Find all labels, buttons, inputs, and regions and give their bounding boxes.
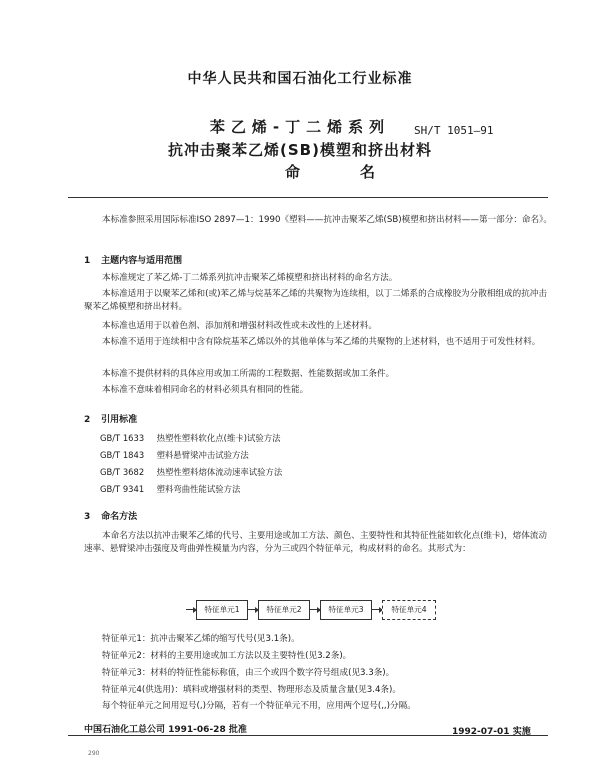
reference-code: GB/T 3682 [100,467,145,477]
intro-paragraph: 本标准参照采用国际标准ISO 2897—1：1990《塑料——抗冲击聚苯乙烯(SB)模塑和挤出材料——第一部分：命名》。 [102,215,552,225]
arrow-line [186,609,196,610]
section-1-paragraph: 本标准不提供材料的具体应用或加工所需的工程数据、性能数据或加工条件。 [102,369,395,379]
arrow-line [248,609,258,610]
section-3-heading [84,509,137,522]
section-2-heading [84,412,137,425]
unit-description: 特征单元2：材料的主要用途或加工方法以及主要特性(见3.2条)。 [102,651,352,661]
unit-box: 特征单元3 [320,600,372,620]
reference-title: 热塑性塑料熔体流动速率试验方法 [156,467,283,477]
section-number: 1 [84,256,91,266]
unit-description: 特征单元3：材料的特征性能标称值，由三个或四个数字符号组成(见3.3条)。 [102,668,395,678]
section-title: 命名方法 [101,512,138,522]
section-3-paragraph: 本命名方法以抗冲击聚苯乙烯的代号、主要用途或加工方法、颜色、主要特性和其特征性能如软化点(维卡)，熔体流动速率、悬臂梁冲击强度及弯曲弹性模量为内容，分为三或四个特征单元，构成材料的命名。其形式为： [84,531,547,554]
section-1-paragraph: 本标准规定了苯乙烯-丁二烯系列抗冲击聚苯乙烯模塑和挤出材料的命名方法。 [102,273,398,283]
naming-format-diagram [186,590,436,630]
unit-box: 特征单元2 [258,600,310,620]
implementation-date: 1992-07-01 实施 [452,727,531,737]
reference-code: GB/T 1633 [100,433,145,443]
footer-rule [68,735,548,736]
reference-code: GB/T 1843 [100,450,145,460]
approval-line: 中国石油化工总公司 1991-06-28 批准 [84,725,247,735]
unit-box: 特征单元1 [196,600,248,620]
section-number: 2 [84,415,91,425]
section-number: 3 [84,512,91,522]
section-1-paragraph: 本标准适用于以聚苯乙烯和(或)苯乙烯与烷基苯乙烯的共聚物为连续相，以丁二烯系的合成橡胶为分散相组成的抗冲击聚苯乙烯模塑和挤出材料。 [84,289,547,312]
reference-item [100,449,249,461]
arrow-line [372,609,382,610]
reference-title: 热塑性塑料软化点(维卡)试验方法 [156,433,281,443]
title-line-3: 命名 [284,163,435,181]
page-number: 290 [88,750,100,757]
reference-title: 塑料悬臂梁冲击试验方法 [156,450,249,460]
section-1-paragraph: 本标准也适用于以着色剂、添加剂和增强材料改性或未改性的上述材料。 [102,321,378,331]
title-line-2: 抗冲击聚苯乙烯(SB)模塑和挤出材料 [168,141,432,159]
section-1-paragraph: 本标准不适用于连续相中含有除烷基苯乙烯以外的其他单体与苯乙烯的共聚物的上述材料，也不适用于可发性材料。 [102,337,541,347]
title-line-1: 苯乙烯-丁二烯系列 [209,118,391,136]
unit-description: 特征单元4(供选用)：填料或增强材料的类型、物理形态及质量含量(见3.4条)。 [102,685,401,695]
section-title: 引用标准 [101,415,138,425]
standard-code: SH/T 1051—91 [414,124,494,137]
reference-item [100,466,282,478]
reference-item [100,432,280,444]
section-1-heading [84,253,182,266]
reference-code: GB/T 9341 [100,484,145,494]
section-title: 主题内容与适用范围 [101,256,183,266]
unit-description: 特征单元1：抗冲击聚苯乙烯的缩写代号(见3.1条)。 [102,634,300,644]
reference-item [100,483,240,495]
reference-title: 塑料弯曲性能试验方法 [156,484,241,494]
unit-description: 每个特征单元之间用逗号(,)分隔，若有一个特征单元不用，应用两个逗号(,,)分隔。 [102,701,416,711]
optional-unit-box: 特征单元4 [382,600,436,620]
arrow-line [310,609,320,610]
section-1-paragraph: 本标准不意味着相同命名的材料必须具有相同的性能。 [102,385,309,395]
header-rule [68,197,548,198]
organization-title: 中华人民共和国石油化工行业标准 [187,71,413,87]
